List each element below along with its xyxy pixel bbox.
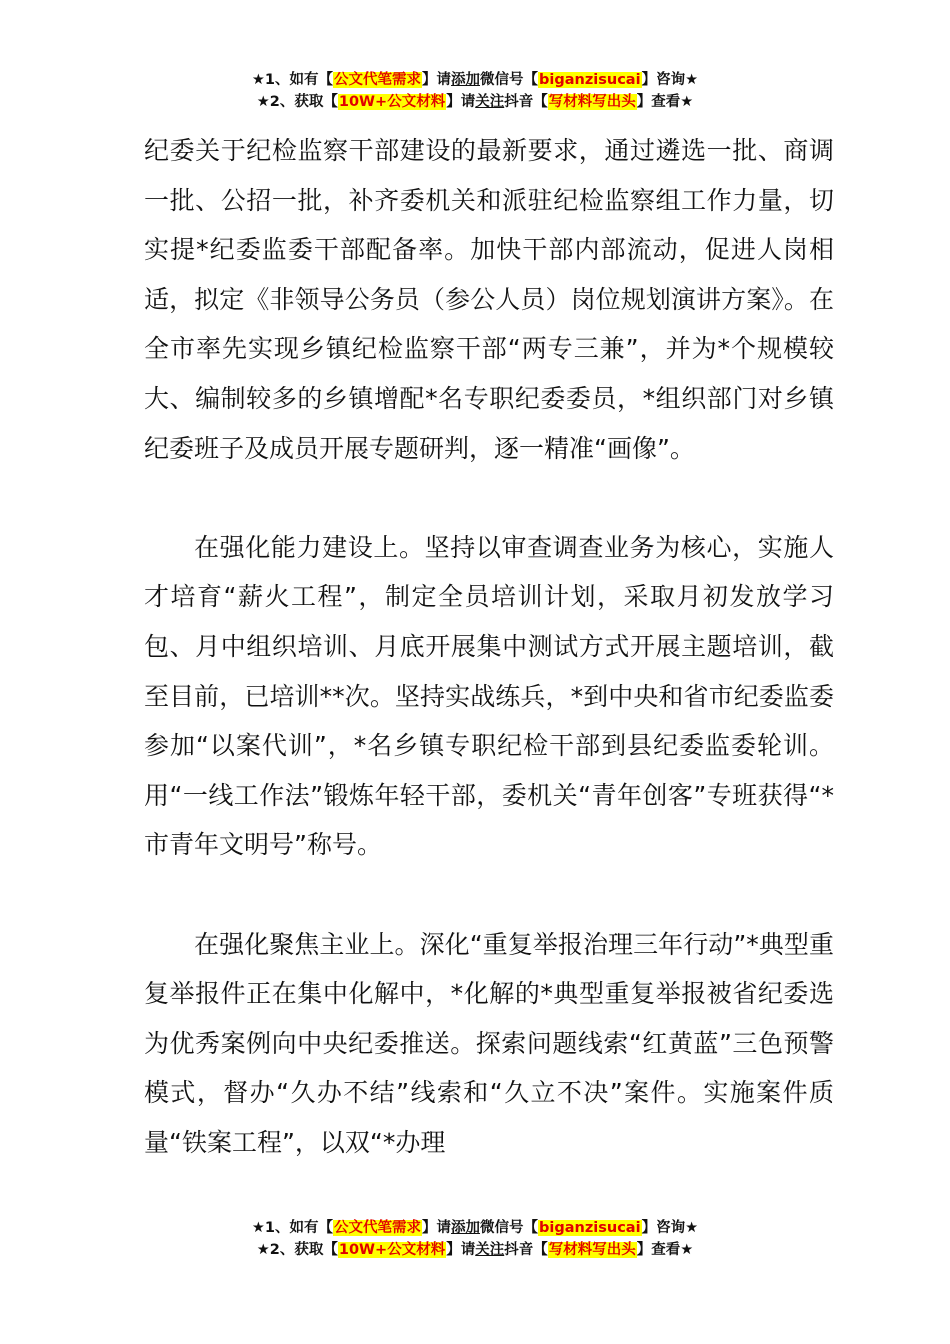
highlight-wechat-id: biganzisucai [539, 72, 641, 88]
paragraph-capacity-building: 在强化能力建设上。坚持以审查调查业务为核心，实施人才培育“薪火工程”，制定全员培训计划，采取月初发放学习包、月中组织培训、月底开展集中测试方式开展主题培训，截至目前，已培训**次。坚持实战练兵，*到中央和省市纪委监委参加“以案代训”，*名乡镇专职纪检干部到县纪委监委轮训。用“一线工作法”锻炼年轻干部，委机关“青年创客”专班获得“*市青年文明号”称号。 [144, 532, 834, 860]
highlight-douyin-id: 写材料写出头 [548, 1242, 636, 1258]
highlight-materials: 10W+公文材料 [338, 1242, 446, 1258]
highlight-service: 公文代笔需求 [334, 1220, 422, 1236]
paragraph-main-business: 在强化聚焦主业上。深化“重复举报治理三年行动”*典型重复举报件正在集中化解中，*化解的*典型重复举报被省纪委选为优秀案例向中央纪委推送。探索问题线索“红黄蓝”三色预警模式，督办“久办不结”线索和“久立不决”案件。实施案件质量“铁案工程”，以双“*办理 [144, 929, 834, 1157]
document-body [144, 126, 834, 1167]
banner-line-2: ★2、获取【10W+公文材料】请关注抖音【写材料写出头】查看★ [256, 94, 694, 110]
highlight-service: 公文代笔需求 [334, 72, 422, 88]
banner-line-2: ★2、获取【10W+公文材料】请关注抖音【写材料写出头】查看★ [256, 1242, 694, 1258]
highlight-materials: 10W+公文材料 [338, 94, 446, 110]
paragraph-staffing: 纪委关于纪检监察干部建设的最新要求，通过遴选一批、商调一批、公招一批，补齐委机关和派驻纪检监察组工作力量，切实提*纪委监委干部配备率。加快干部内部流动，促进人岗相适，拟定《非领导公务员（参公人员）岗位规划演讲方案》。在全市率先实现乡镇纪检监察干部“两专三兼”，并为*个规模较大、编制较多的乡镇增配*名专职纪委委员，*组织部门对乡镇纪委班子及成员开展专题研判，逐一精准“画像”。 [144, 136, 834, 463]
banner-line-1: ★1、如有【公文代笔需求】请添加微信号【biganzisucai】咨询★ [251, 1220, 699, 1236]
header-banner [0, 69, 950, 113]
highlight-douyin-id: 写材料写出头 [548, 94, 636, 110]
highlight-wechat-id: biganzisucai [539, 1220, 641, 1236]
footer-banner [0, 1217, 950, 1261]
banner-line-1: ★1、如有【公文代笔需求】请添加微信号【biganzisucai】咨询★ [251, 72, 699, 88]
